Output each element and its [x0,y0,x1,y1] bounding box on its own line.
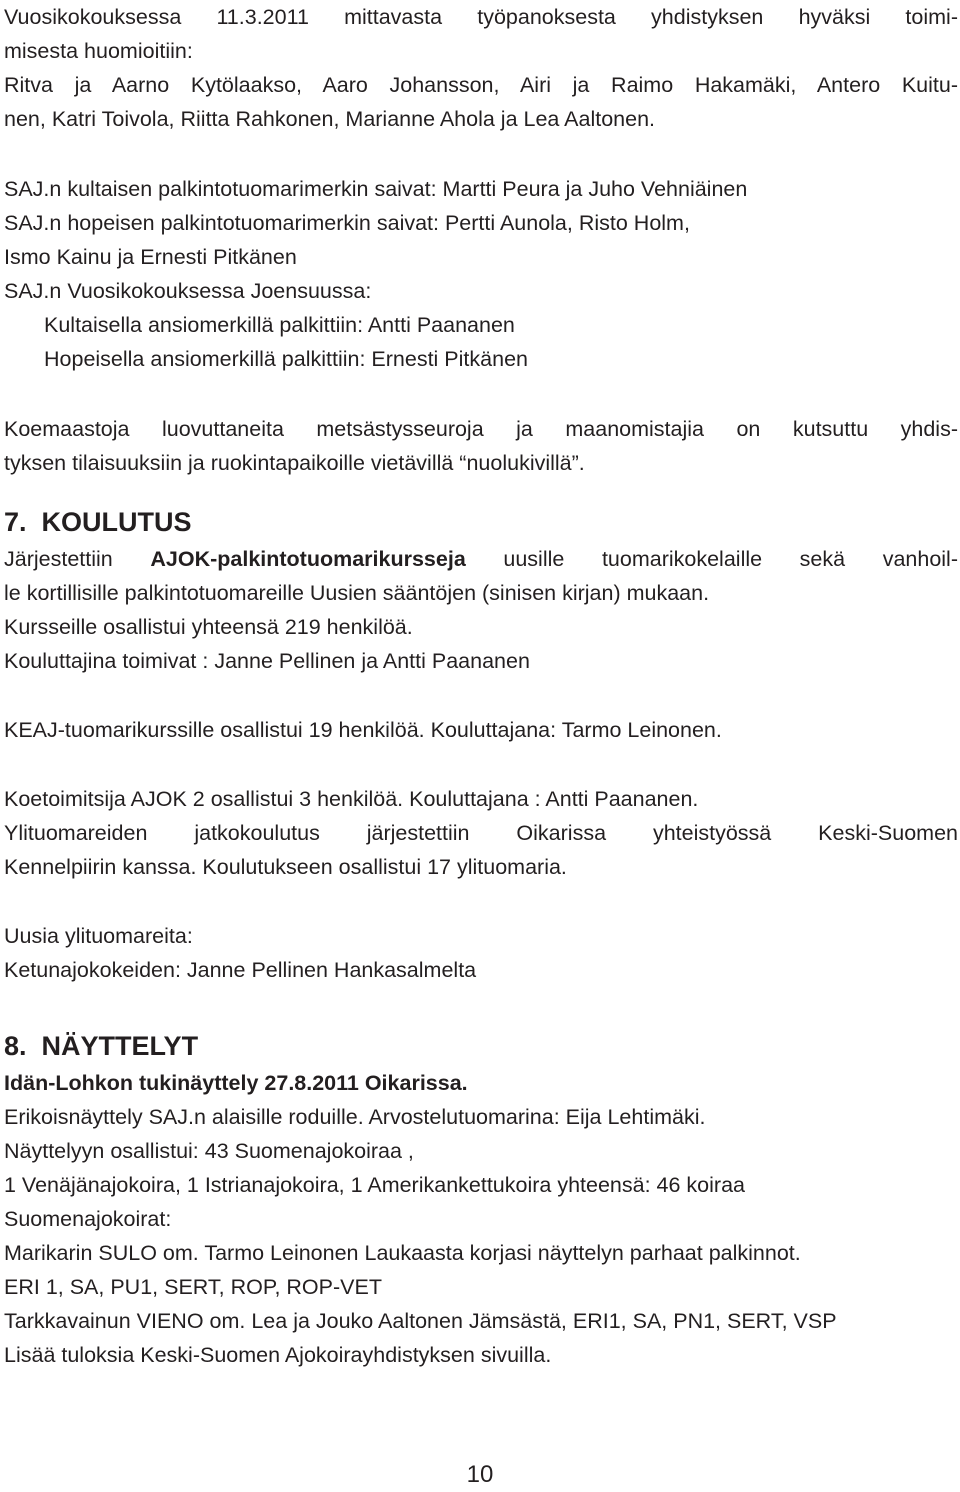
section-title: NÄYTTELYT [41,1031,199,1061]
text-line: Ritva ja Aarno Kytölaakso, Aaro Johansson, Airi ja Raimo Hakamäki, Antero Kuitu- [4,73,958,97]
text-line: Marikarin SULO om. Tarmo Leinonen Laukaasta korjasi näyttelyn parhaat palkinnot. [4,1241,801,1265]
text-line: Kouluttajina toimivat : Janne Pellinen ja Antti Paananen [4,649,530,673]
text-line: Koetoimitsija AJOK 2 osallistui 3 henkilöä. Kouluttajana : Antti Paananen. [4,787,699,811]
text-line: Tarkkavainun VIENO om. Lea ja Jouko Aaltonen Jämsästä, ERI1, SA, PN1, SERT, VSP [4,1309,837,1333]
text-line: Ismo Kainu ja Ernesti Pitkänen [4,245,297,269]
section-heading-koulutus [4,502,958,542]
text-line: nen, Katri Toivola, Riitta Rahkonen, Marianne Ahola ja Lea Aaltonen. [4,107,656,131]
text-line: Ketunajokokeiden: Janne Pellinen Hankasalmelta [4,958,477,982]
text-line: SAJ.n kultaisen palkintotuomarimerkin saivat: Martti Peura ja Juho Vehniäinen [4,177,748,201]
section-title: KOULUTUS [41,507,192,537]
text-line: Uusia ylituomareita: [4,924,193,948]
text-line: Erikoisnäyttely SAJ.n alaisille roduille. Arvostelutuomarina: Eija Lehtimäki. [4,1105,706,1129]
page-number: 10 [466,1461,494,1488]
text-line: Kennelpiirin kanssa. Koulutukseen osallistui 17 ylituomaria. [4,855,567,879]
text-line: Hopeisella ansiomerkillä palkittiin: Ernesti Pitkänen [44,347,528,371]
text-line: Koemaastoja luovuttaneita metsästysseuroja ja maanomistajia on kutsuttu yhdis- [4,417,958,441]
text-line: Vuosikokouksessa 11.3.2011 mittavasta työpanoksesta yhdistyksen hyväksi toimi- [4,5,958,29]
text-line: Idän-Lohkon tukinäyttely 27.8.2011 Oikarissa. [4,1071,468,1095]
text-line: Kursseille osallistui yhteensä 219 henkilöä. [4,615,413,639]
section-number: 7. [4,507,27,537]
text-run: Järjestettiin [4,547,151,571]
text-line: Suomenajokoirat: [4,1207,172,1231]
section-number: 8. [4,1031,27,1061]
text-line: ERI 1, SA, PU1, SERT, ROP, ROP-VET [4,1275,382,1299]
text-line: tyksen tilaisuuksiin ja ruokintapaikoille vietävillä “nuolukivillä”. [4,451,585,475]
text-line: Näyttelyyn osallistui: 43 Suomenajokoiraa , [4,1139,414,1163]
text-line [4,542,958,576]
bold-text-run: AJOK-palkintotuomarikursseja [150,547,466,571]
text-line: SAJ.n hopeisen palkintotuomarimerkin saivat: Pertti Aunola, Risto Holm, [4,211,690,235]
document-page [4,0,958,1372]
text-line: 1 Venäjänajokoira, 1 Istrianajokoira, 1 Amerikankettukoira yhteensä: 46 koiraa [4,1173,745,1197]
section-heading-nayttelyt [4,1026,958,1066]
text-line: le kortillisille palkintotuomareille Uusien sääntöjen (sinisen kirjan) mukaan. [4,581,710,605]
text-line: Ylituomareiden jatkokoulutus järjestettiin Oikarissa yhteistyössä Keski-Suomen [4,821,958,845]
text-run: uusille tuomarikokelaille sekä vanhoil- [465,547,958,571]
text-line: KEAJ-tuomarikurssille osallistui 19 henkilöä. Kouluttajana: Tarmo Leinonen. [4,718,722,742]
text-line: Kultaisella ansiomerkillä palkittiin: Antti Paananen [44,313,515,337]
text-line: misesta huomioitiin: [4,39,193,63]
text-line: Lisää tuloksia Keski-Suomen Ajokoirayhdistyksen sivuilla. [4,1343,552,1367]
text-line: SAJ.n Vuosikokouksessa Joensuussa: [4,279,372,303]
